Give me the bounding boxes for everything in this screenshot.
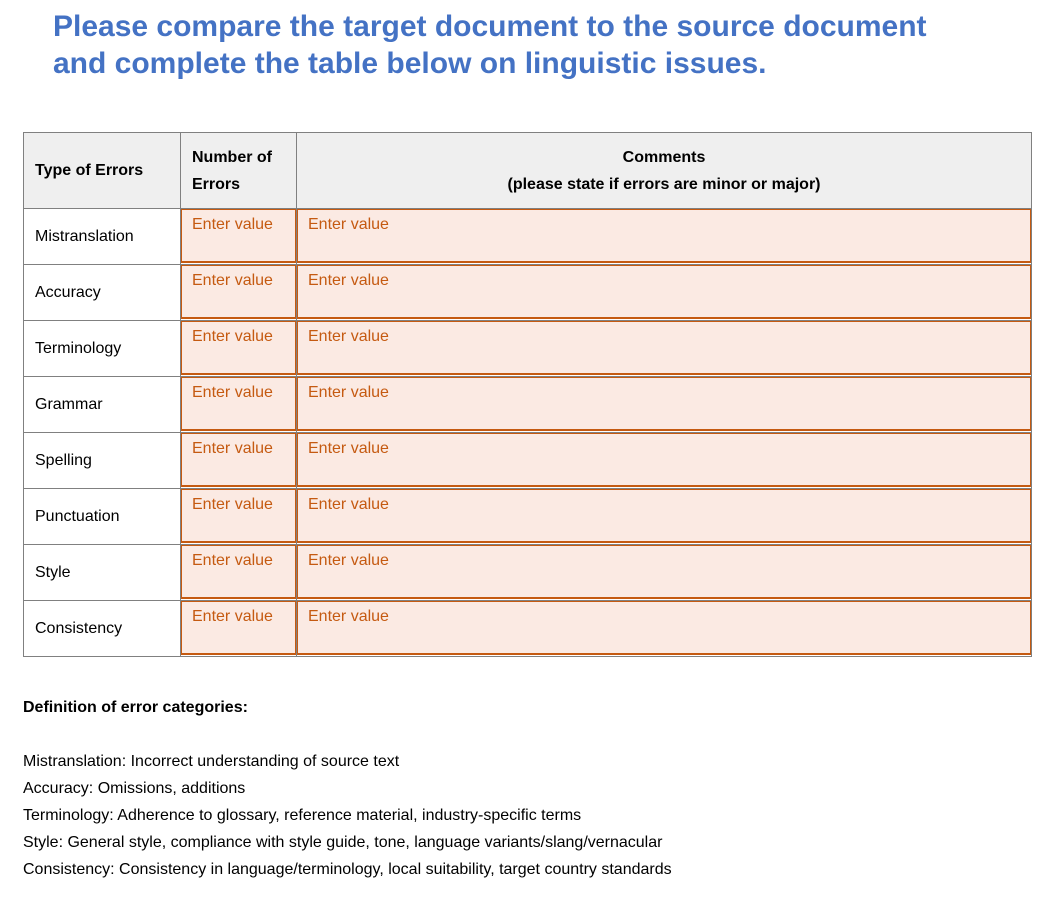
number-of-errors-field[interactable]: Enter value [181, 209, 296, 263]
table-row [24, 321, 1032, 377]
error-type-cell: Terminology [24, 321, 181, 377]
number-of-errors-field[interactable]: Enter value [181, 545, 296, 599]
error-table [23, 132, 1032, 657]
error-type-cell: Mistranslation [24, 209, 181, 265]
error-type-cell: Consistency [24, 601, 181, 657]
number-of-errors-field[interactable]: Enter value [181, 601, 296, 655]
number-of-errors-field[interactable]: Enter value [181, 265, 296, 319]
error-definitions [23, 694, 1023, 883]
table-row [24, 377, 1032, 433]
table-row [24, 489, 1032, 545]
comments-field[interactable]: Enter value [297, 209, 1031, 263]
error-type-cell: Style [24, 545, 181, 601]
comments-field[interactable]: Enter value [297, 321, 1031, 375]
comments-field[interactable]: Enter value [297, 601, 1031, 655]
comments-field[interactable]: Enter value [297, 545, 1031, 599]
table-row [24, 433, 1032, 489]
number-of-errors-field[interactable]: Enter value [181, 321, 296, 375]
number-of-errors-field[interactable]: Enter value [181, 489, 296, 543]
header-comments [297, 133, 1032, 209]
header-type-of-errors: Type of Errors [24, 133, 181, 209]
header-number-line-1: Number of [192, 148, 272, 166]
table-row [24, 545, 1032, 601]
number-of-errors-field[interactable]: Enter value [181, 433, 296, 487]
comments-field[interactable]: Enter value [297, 433, 1031, 487]
definition-style: Style: General style, compliance with style guide, tone, language variants/slang/vernacular [23, 834, 663, 851]
definition-terminology: Terminology: Adherence to glossary, reference material, industry-specific terms [23, 807, 582, 824]
error-type-cell: Grammar [24, 377, 181, 433]
definitions-title: Definition of error categories: [23, 699, 248, 716]
comments-field[interactable]: Enter value [297, 377, 1031, 431]
header-number-line-2: Errors [192, 175, 241, 193]
number-of-errors-field[interactable]: Enter value [181, 377, 296, 431]
header-number-of-errors [181, 133, 297, 209]
page-title-line-2: and complete the table below on linguistic issues. [53, 47, 767, 80]
comments-field[interactable]: Enter value [297, 265, 1031, 319]
page-title [53, 8, 1013, 82]
table-row [24, 209, 1032, 265]
header-comments-line-1: Comments [622, 148, 706, 166]
table-row [24, 265, 1032, 321]
header-comments-line-2: (please state if errors are minor or major) [507, 175, 821, 193]
page-title-line-1: Please compare the target document to the source document [53, 10, 927, 43]
table-header-row [24, 133, 1032, 209]
definition-consistency: Consistency: Consistency in language/terminology, local suitability, target country standards [23, 861, 672, 878]
definition-mistranslation: Mistranslation: Incorrect understanding of source text [23, 753, 400, 770]
table-row [24, 601, 1032, 657]
comments-field[interactable]: Enter value [297, 489, 1031, 543]
error-type-cell: Spelling [24, 433, 181, 489]
definition-accuracy: Accuracy: Omissions, additions [23, 780, 246, 797]
error-type-cell: Punctuation [24, 489, 181, 545]
error-type-cell: Accuracy [24, 265, 181, 321]
